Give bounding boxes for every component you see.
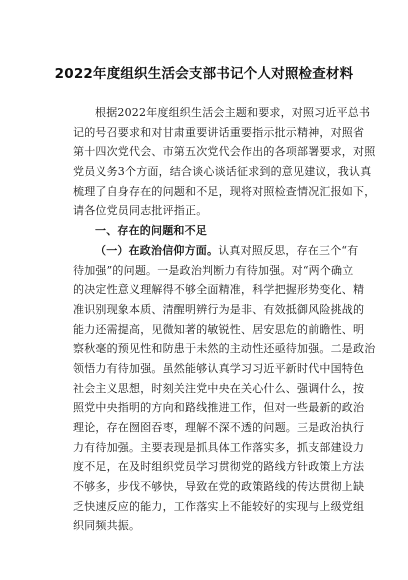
paragraph-line: 度不足，在及时组织党员学习贯彻党的路线方针政策上方法 (73, 460, 365, 474)
paragraph-line: 理论，存在囫囵吞枣，理解不深不透的问题。三是政治执行 (73, 421, 365, 434)
paragraph-line: 社会主义思想，时刻关注党中央在关心什么、强调什么，按 (73, 381, 365, 395)
document-title: 2022年度组织生活会支部书记个人对照检查材料 (54, 66, 354, 82)
paragraph-line: 不够多，步伐不够快，导致在党的政策路线的传达贯彻上缺 (73, 480, 365, 494)
paragraph-line: 根据2022年度组织生活会主题和要求，对照习近平总书 (95, 106, 371, 119)
paragraph-line: 党员义务3个方面，结合谈心谈话征求到的意见建议，我认真 (73, 165, 372, 179)
paragraph-text: 认真对照反思，存在三个“有 (218, 243, 359, 257)
paragraph-line: 梳理了自身存在的问题和不足，现将对照检查情况汇报如下， (73, 184, 376, 198)
paragraph-line: 能力还需提高，见微知著的敏锐性、居安思危的前瞻性、明 (73, 322, 365, 336)
paragraph-line: 察秋毫的预见性和防患于未然的主动性还亟待加强。二是政治 (73, 342, 376, 356)
paragraph-line: 的决定性意义理解得不够全面精准，科学把握形势变化、精 (73, 283, 365, 297)
paragraph-line: 织同频共振。 (73, 519, 141, 533)
subsection-heading: （一）在政治信仰方面。 (95, 243, 219, 257)
paragraph-line: 准识别现象本质、清醒明辨行为是非、有效抵御风险挑战的 (73, 302, 365, 316)
paragraph-line (73, 241, 359, 261)
paragraph-line: 第十四次党代会、市第五次党代会作出的各项部署要求，对照 (73, 145, 376, 159)
section-heading: 一、存在的问题和不足 (95, 224, 207, 238)
paragraph-line: 力有待加强。主要表现是抓具体工作落实多，抓支部建设力 (73, 440, 365, 454)
paragraph-line: 领悟力有待加强。虽然能够认真学习习近平新时代中国特色 (73, 361, 365, 375)
document-body (73, 103, 376, 536)
paragraph-line: 照党中央指明的方向和路线推进工作，但对一些最新的政治 (73, 401, 365, 415)
paragraph-line: 待加强”的问题。一是政治判断力有待加强。对“两个确立 (73, 263, 354, 277)
paragraph-line: 乏快速反应的能力，工作落实上不能较好的实现与上级党组 (73, 499, 365, 513)
paragraph-line: 记的号召要求和对甘肃重要讲话重要指示批示精神，对照省 (73, 125, 365, 139)
paragraph-line: 请各位党员同志批评指正。 (73, 204, 208, 218)
